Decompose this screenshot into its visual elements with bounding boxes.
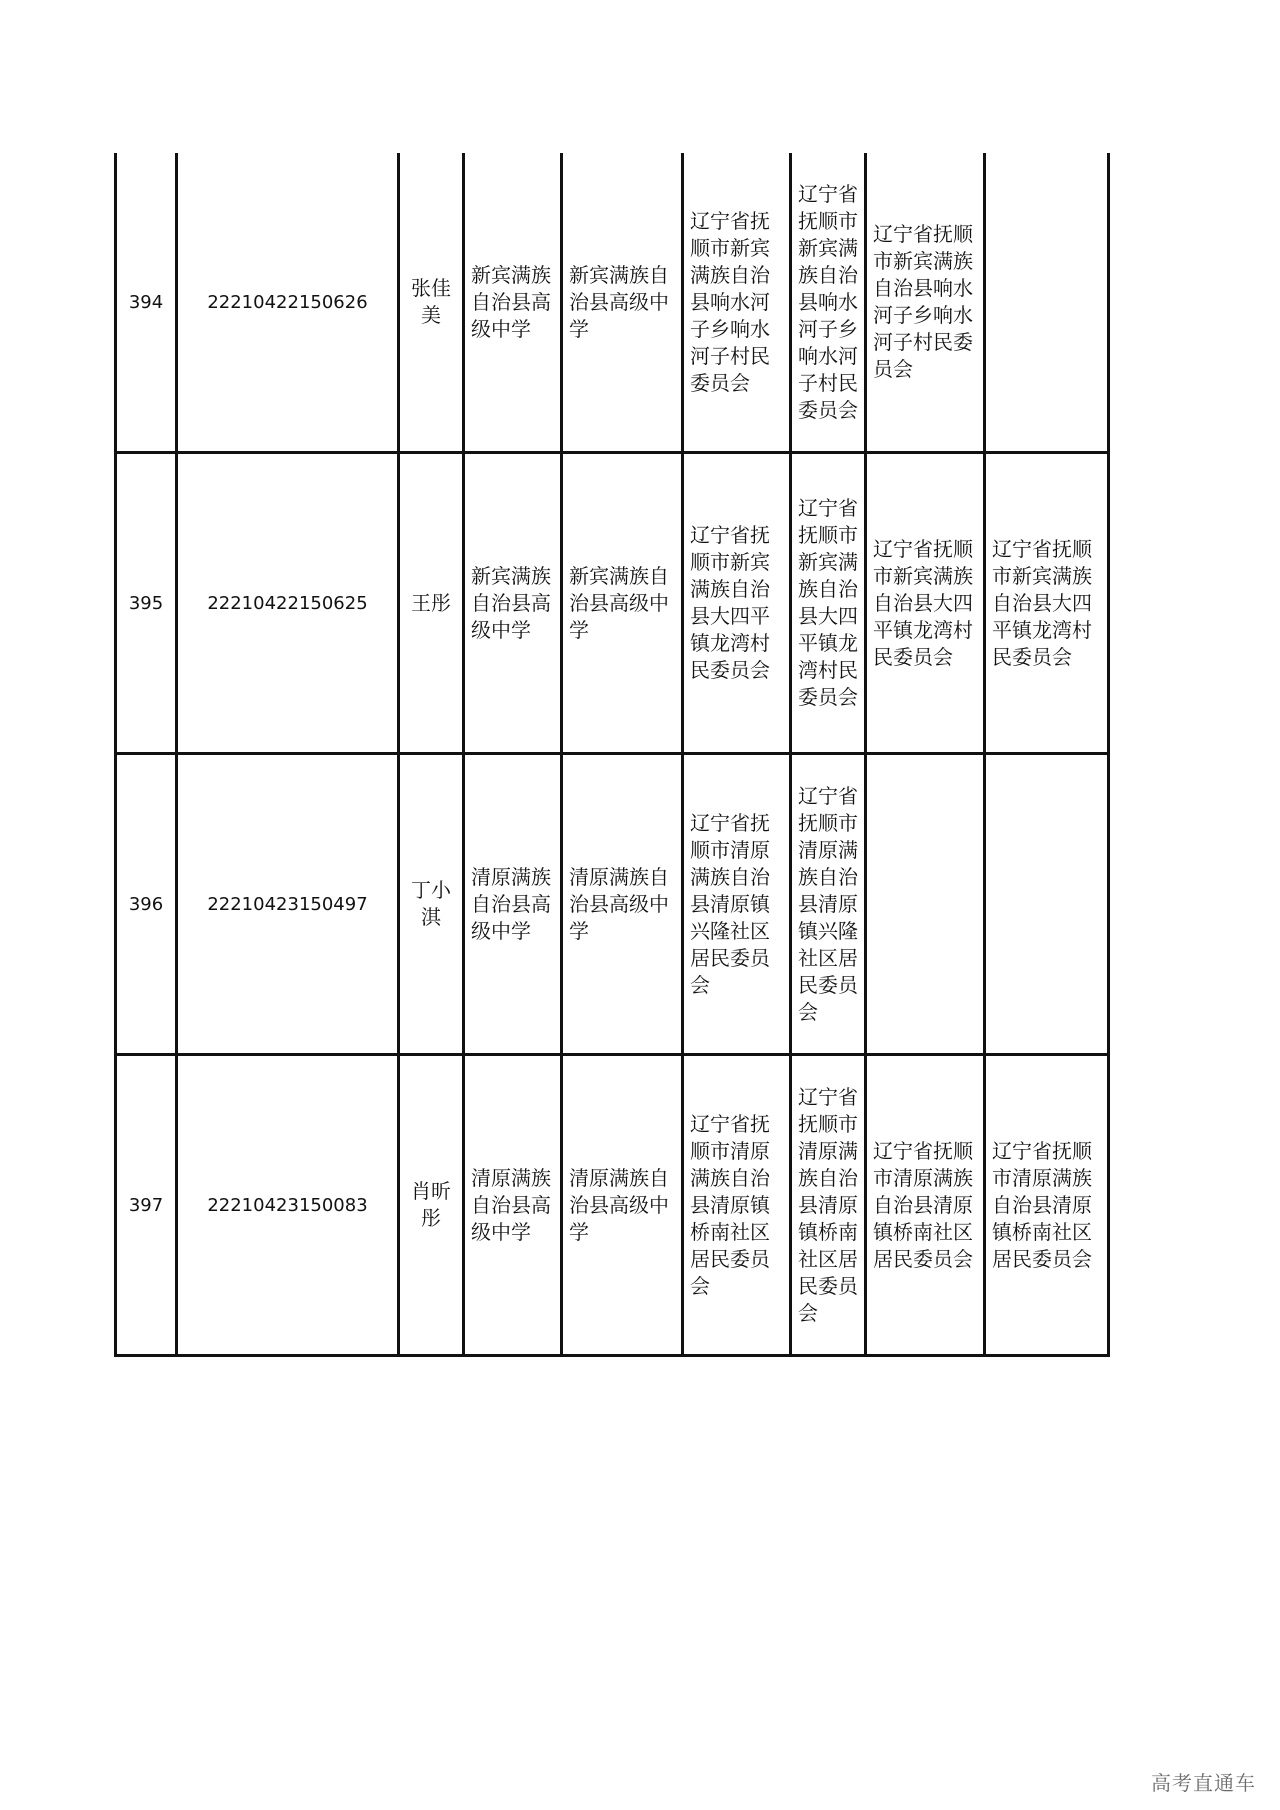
candidate-name: 张佳美	[399, 153, 464, 453]
row-number: 394	[116, 153, 177, 453]
address-cell-3: 辽宁省抚顺市清原满族自治县清原镇桥南社区居民委员会	[866, 1055, 985, 1356]
row-number: 397	[116, 1055, 177, 1356]
school-name: 清原满族自治县高级中学	[464, 1055, 562, 1356]
address-cell-4: 辽宁省抚顺市清原满族自治县清原镇桥南社区居民委员会	[985, 1055, 1109, 1356]
address-cell-1: 辽宁省抚顺市清原满族自治县清原镇桥南社区居民委员会	[683, 1055, 791, 1356]
address-cell-4	[985, 153, 1109, 453]
candidate-id: 22210422150625	[177, 453, 399, 754]
candidate-name: 王彤	[399, 453, 464, 754]
school-name: 新宾满族自治县高级中学	[464, 453, 562, 754]
address-cell-2: 辽宁省抚顺市清原满族自治县清原镇桥南社区居民委员会	[791, 1055, 866, 1356]
candidate-id: 22210423150083	[177, 1055, 399, 1356]
address-cell-2: 辽宁省抚顺市清原满族自治县清原镇兴隆社区居民委员会	[791, 754, 866, 1055]
address-cell-3: 辽宁省抚顺市新宾满族自治县响水河子乡响水河子村民委员会	[866, 153, 985, 453]
unit-name: 清原满族自治县高级中学	[562, 1055, 683, 1356]
address-cell-4	[985, 754, 1109, 1055]
unit-name: 清原满族自治县高级中学	[562, 754, 683, 1055]
records-table	[114, 153, 1110, 1357]
table-row	[116, 153, 1109, 453]
footer-watermark: 高考直通车	[1151, 1771, 1256, 1795]
candidate-id: 22210422150626	[177, 153, 399, 453]
address-cell-1: 辽宁省抚顺市新宾满族自治县响水河子乡响水河子村民委员会	[683, 153, 791, 453]
address-cell-1: 辽宁省抚顺市新宾满族自治县大四平镇龙湾村民委员会	[683, 453, 791, 754]
candidate-name: 丁小淇	[399, 754, 464, 1055]
address-cell-3: 辽宁省抚顺市新宾满族自治县大四平镇龙湾村民委员会	[866, 453, 985, 754]
school-name: 新宾满族自治县高级中学	[464, 153, 562, 453]
row-number: 396	[116, 754, 177, 1055]
address-cell-4: 辽宁省抚顺市新宾满族自治县大四平镇龙湾村民委员会	[985, 453, 1109, 754]
table-row	[116, 754, 1109, 1055]
unit-name: 新宾满族自治县高级中学	[562, 453, 683, 754]
address-cell-3	[866, 754, 985, 1055]
unit-name: 新宾满族自治县高级中学	[562, 153, 683, 453]
school-name: 清原满族自治县高级中学	[464, 754, 562, 1055]
candidate-name: 肖昕彤	[399, 1055, 464, 1356]
records-table-wrapper	[114, 153, 1107, 1357]
table-row	[116, 453, 1109, 754]
table-row	[116, 1055, 1109, 1356]
address-cell-2: 辽宁省抚顺市新宾满族自治县响水河子乡响水河子村民委员会	[791, 153, 866, 453]
address-cell-1: 辽宁省抚顺市清原满族自治县清原镇兴隆社区居民委员会	[683, 754, 791, 1055]
address-cell-2: 辽宁省抚顺市新宾满族自治县大四平镇龙湾村民委员会	[791, 453, 866, 754]
row-number: 395	[116, 453, 177, 754]
candidate-id: 22210423150497	[177, 754, 399, 1055]
